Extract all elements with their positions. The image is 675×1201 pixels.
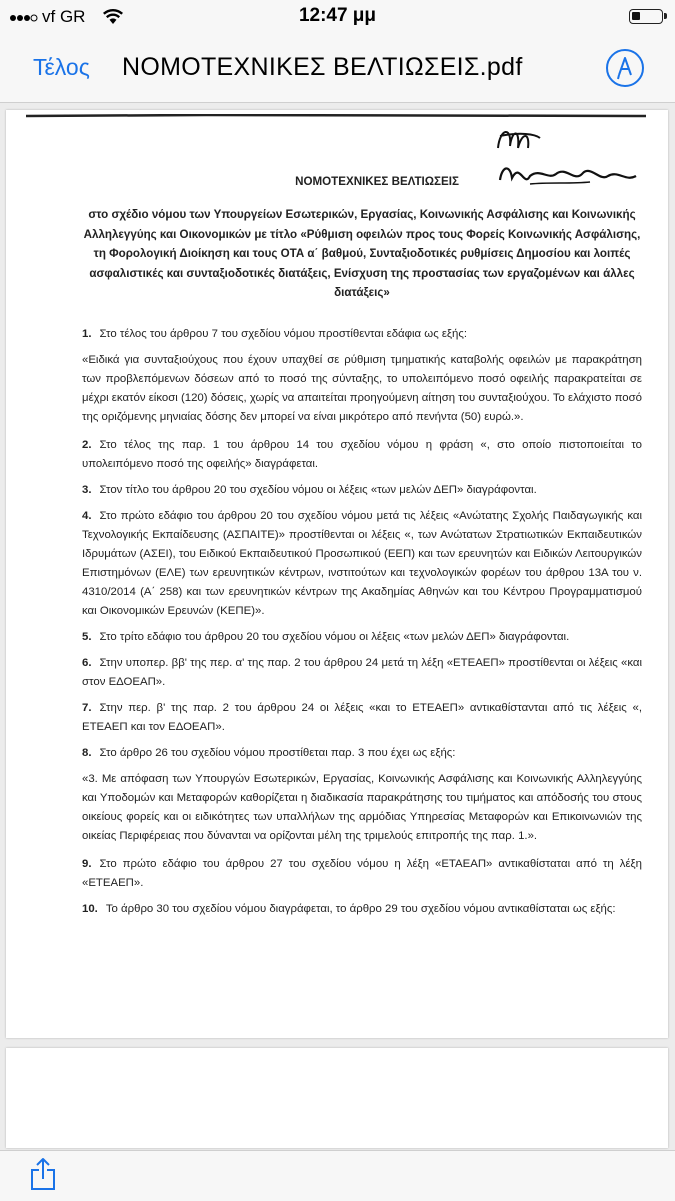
list-item: 9. Στο πρώτο εδάφιο του άρθρου 27 του σχεδίου νόμου η λέξη «ΕΤΑΕΑΠ» αντικαθίσταται από τη λέξη «ΕΤΕΑΕΠ». <box>82 857 642 889</box>
pdf-page-next[interactable] <box>6 1048 668 1148</box>
list-item: 6. Στην υποπερ. ββ' της περ. α' της παρ. 2 του άρθρου 24 μετά τη λέξη «ΕΤΕΑΕΠ» προστίθενται οι λέξεις «και στον ΕΔΟΕΑΠ». <box>82 656 642 688</box>
doc-heading: ΝΟΜΟΤΕΧΝΙΚΕΣ ΒΕΛΤΙΩΣΕΙΣ <box>295 175 459 188</box>
list-item: 10. Το άρθρο 30 του σχεδίου νόμου διαγράφεται, το άρθρο 29 του σχεδίου νόμου αντικαθίσταται ως εξής: <box>82 902 616 915</box>
navigation-bar <box>0 34 675 103</box>
list-item: 3. Στον τίτλο του άρθρου 20 του σχεδίου νόμου οι λέξεις «των μελών ΔΕΠ» διαγράφονται. <box>82 483 537 496</box>
list-item: 8. Στο άρθρο 26 του σχεδίου νόμου προστίθεται παρ. 3 που έχει ως εξής: <box>82 746 456 759</box>
list-item: 2. Στο τέλος της παρ. 1 του άρθρου 14 του σχεδίου νόμου η φράση «, στο οποίο πιστοποιείται το υπολειπόμενο ποσό της οφειλής» διαγράφεται. <box>82 438 642 470</box>
list-item: 4. Στο πρώτο εδάφιο του άρθρου 20 του σχεδίου νόμου μετά τις λέξεις «Ανώτατης Σχολής Παιδαγωγικής και Τεχνολογικής Εκπαίδευσης (ΑΣΠΑΙΤΕ)» προστίθενται οι λέξεις «, των Ανώτατων Στρατιωτικών Εκπαιδευτικών Ιδρυμάτων (ΑΣΕΙ), του Ειδικού Εκπαιδευτικού Προσωπικού (ΕΕΠ) και των ερευνητών και Ειδικών Λειτουργικών Επιστημόνων (ΕΛΕ) των ερευνητικών κέντρων, ινστιτούτων και τεχνολογικών φορέων του άρθρου 13Α του ν. 4310/2014 (Α΄ 258) και των ερευνητικών κέντρων της Ακαδημίας Αθηνών και του Κέντρου Προγραμματισμού και Οικονομικών Ερευνών (ΚΕΠΕ)». <box>82 509 642 617</box>
list-item: 7. Στην περ. β' της παρ. 2 του άρθρου 24 οι λέξεις «και το ΕΤΕΑΕΠ» αντικαθίστανται από τις λέξεις «, ΕΤΕΑΕΠ και τον ΕΔΟΕΑΠ». <box>82 701 642 733</box>
list-item: 1. Στο τέλος του άρθρου 7 του σχεδίου νόμου προστίθενται εδάφια ως εξής: <box>82 327 468 340</box>
carrier-name: vf GR <box>42 7 86 26</box>
battery-icon <box>629 9 663 24</box>
status-time: 12:47 μμ <box>298 5 377 26</box>
list-item-quote: «Ειδικά για συνταξιούχους που έχουν υπαχθεί σε ρύθμιση τμηματικής καταβολής οφειλών με παρακράτηση των προβλεπόμενων δόσεων από το ποσό της σύνταξης, το υπολειπόμενο ποσό οφειλής παρακρατείται σε μέχρι εκατόν είκοσι (120) δόσεις, χωρίς να απαιτείται προηγούμενη αίτηση του συνταξιούχου. Το ελάχιστο ποσό της οριζόμενης μηνιαίας δόσης δεν μπορεί να είναι μικρότερο από πενήντα (50) ευρώ.». <box>82 353 642 423</box>
status-bar <box>0 0 675 34</box>
document-title: ΝΟΜΟΤΕΧΝΙΚΕΣ ΒΕΛΤΙΩΣΕΙΣ.pdf <box>122 53 523 81</box>
document-body <box>82 172 642 926</box>
markup-pen-icon[interactable] <box>605 48 645 88</box>
share-icon[interactable] <box>30 1157 56 1191</box>
pdf-page[interactable] <box>6 110 668 1038</box>
bottom-toolbar <box>0 1150 675 1201</box>
list-item-quote: «3. Με απόφαση των Υπουργών Εσωτερικών, Εργασίας, Κοινωνικής Ασφάλισης και Κοινωνικής Αλληλεγγύης και Υποδομών και Μεταφορών καθορίζεται η διαδικασία παρακράτησης του τιμήματος και απόδοσής του στους οικείους φορείς και οι ειδικότητες των υπαλλήλων της αρμόδιας Υπηρεσίας Μεταφορών και Επικοινωνιών της οικείας Περιφέρειας που δύνανται να ορίζονται μέλη της τριμελούς επιτροπής της παρ. 1.». <box>82 772 642 842</box>
done-button[interactable]: Τέλος <box>33 54 90 80</box>
doc-subheading: στο σχέδιο νόμου των Υπουργείων Εσωτερικών, Εργασίας, Κοινωνικής Ασφάλισης και Κοινωνικής Αλληλεγγύης και Οικονομικών με τίτλο «Ρύθμιση οφειλών προς τους Φορείς Κοινωνικής Ασφάλισης, τη Φορολογική Διοίκηση και τους ΟΤΑ α΄ βαθμού, Συνταξιοδοτικές ρυθμίσεις Δημοσίου και λοιπές ασφαλιστικές και συνταξιοδοτικές διατάξεις, Ενίσχυση της προστασίας των εργαζομένων και άλλες διατάξεις» <box>83 208 641 299</box>
list-item: 5. Στο τρίτο εδάφιο του άρθρου 20 του σχεδίου νόμου οι λέξεις «των μελών ΔΕΠ» διαγράφονται. <box>82 630 570 643</box>
